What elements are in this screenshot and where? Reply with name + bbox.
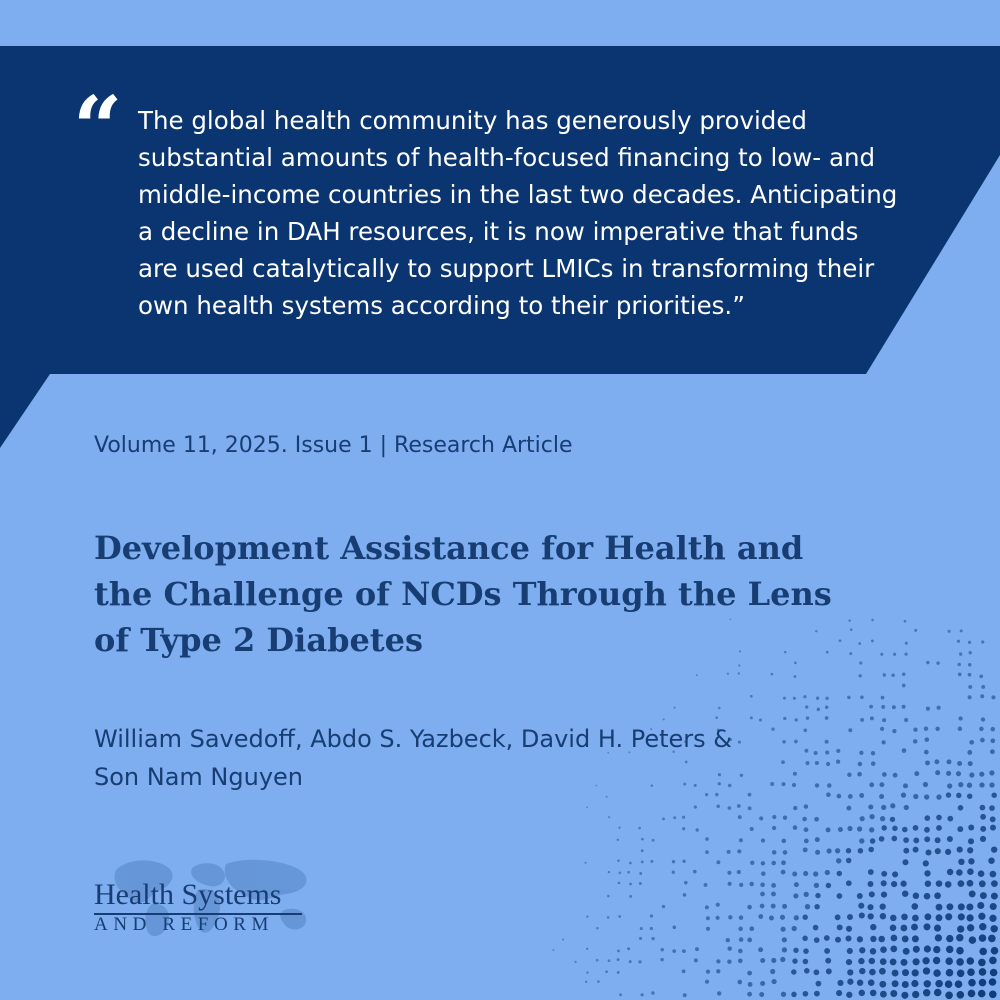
quote-text	[138, 102, 928, 324]
title-line: of Type 2 Diabetes	[94, 621, 423, 659]
journal-logo	[94, 852, 334, 942]
authors-line: Son Nam Nguyen	[94, 763, 304, 791]
quote-line: middle-income countries in the last two decades. Anticipating	[138, 180, 898, 209]
issue-line: Volume 11, 2025. Issue 1 | Research Article	[94, 433, 573, 458]
authors	[94, 720, 794, 796]
halftone-dots-icon	[552, 619, 998, 1000]
article-title	[94, 525, 854, 663]
quote-line: a decline in DAH resources, it is now imperative that funds	[138, 217, 859, 246]
quote-line: substantial amounts of health-focused financing to low- and	[138, 143, 876, 172]
quote-open-icon: “	[73, 78, 123, 179]
title-line: Development Assistance for Health and	[94, 529, 804, 567]
title-line: the Challenge of NCDs Through the Lens	[94, 575, 832, 613]
logo-line-2: AND REFORM	[94, 914, 275, 935]
quote-line: own health systems according to their priorities.”	[138, 291, 745, 320]
logo-line-1: Health Systems	[94, 878, 282, 911]
authors-line: William Savedoff, Abdo S. Yazbeck, David H. Peters &	[94, 725, 732, 753]
quote-line: are used catalytically to support LMICs in transforming their	[138, 254, 875, 283]
quote-line: The global health community has generously provided	[138, 106, 807, 135]
